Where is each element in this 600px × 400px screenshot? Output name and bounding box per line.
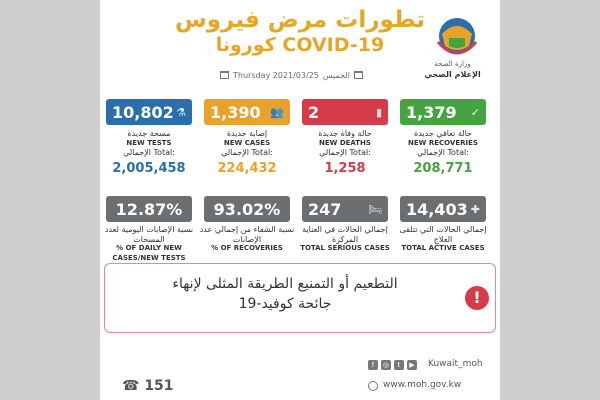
serious-cases-number: 247	[308, 199, 342, 219]
social-icons	[368, 360, 417, 370]
new-cases-label: إصابة جديدة NEW CASES الإجمالي Total:	[221, 129, 273, 157]
new-recoveries-label: حالة تعافي جديدة NEW RECOVERIES الإجمالي Total:	[408, 129, 478, 157]
title-arabic: تطورات مرض فيروس	[175, 7, 425, 33]
new-deaths-number: 2	[308, 102, 320, 122]
title-covid: كورونا COVID-19	[215, 34, 385, 56]
date-arabic: الخميس	[322, 70, 350, 80]
alert-icon: !	[465, 286, 489, 310]
recovered-person-icon: ✓	[470, 105, 480, 119]
total-tests: 2,005,458	[112, 161, 186, 176]
health-media-name: الإعلام الصحي	[424, 70, 481, 79]
serious-cases-label: إجمالي الحالات في العناية المركزة TOTAL SERIOUS CASES	[300, 225, 390, 252]
new-tests-tile	[106, 99, 192, 125]
new-recoveries-tile	[400, 99, 486, 125]
vaccination-notice	[104, 263, 496, 333]
grave-icon: ▮	[375, 105, 382, 119]
date-row	[220, 67, 390, 83]
recovery-rate-number: 93.02%	[213, 199, 281, 219]
hospital-bed-icon: 🛏	[368, 202, 382, 216]
new-deaths-tile	[302, 99, 388, 125]
notice-text: التطعيم أو التمنيع الطريقة المثلى لإنهاء جائحة كوفيد-19	[172, 276, 398, 312]
background-right	[500, 0, 600, 400]
infographic-card	[100, 0, 500, 400]
total-recoveries: 208,771	[413, 161, 473, 176]
active-cases-number: 14,403	[406, 199, 468, 219]
date-text: Thursday 2021/03/25	[233, 70, 319, 80]
website-link[interactable]: www.moh.gov.kw	[383, 380, 462, 390]
background-left	[0, 0, 100, 400]
instagram-icon[interactable]: ◎	[382, 361, 390, 369]
total-cases: 224,432	[217, 161, 277, 176]
new-tests-label: مسحة جديدة NEW TESTS الإجمالي Total:	[123, 129, 175, 157]
test-tube-icon: ⚗	[176, 105, 186, 119]
daily-rate-label: نسبة الإصابات اليومية لعدد المسحات % OF DAILY NEW CASES/NEW TESTS	[104, 225, 194, 262]
recovery-rate-tile	[204, 196, 290, 222]
new-deaths-label: حالة وفاة جديدة NEW DEATHS الإجمالي Total:	[318, 129, 372, 157]
people-icon: 👥	[270, 105, 284, 119]
recovery-rate-label: نسبة الشفاء من إجمالي عدد الإصابات % OF RECOVERIES	[199, 225, 295, 252]
serious-cases-tile	[302, 196, 388, 222]
twitter-icon[interactable]: t	[394, 360, 404, 370]
calendar-icon	[354, 71, 363, 79]
social-handle[interactable]: Kuwait_moh	[428, 359, 483, 369]
calendar-icon	[220, 71, 229, 79]
new-cases-number: 1,390	[210, 102, 261, 122]
new-recoveries-number: 1,379	[406, 102, 457, 122]
active-cases-label: إجمالي الحالات التي تتلقى العلاج TOTAL ACTIVE CASES	[399, 225, 487, 252]
ministry-name: وزارة الصحة	[434, 60, 471, 68]
new-cases-tile	[204, 99, 290, 125]
total-deaths: 1,258	[324, 161, 366, 176]
new-tests-number: 10,802	[112, 102, 174, 122]
hotline-number: ☎ 151	[122, 378, 174, 394]
globe-icon	[368, 381, 378, 391]
medical-kit-icon: ✚	[470, 202, 480, 216]
daily-rate-number: 12.87%	[115, 199, 183, 219]
facebook-icon[interactable]: f	[368, 360, 378, 370]
youtube-icon[interactable]: ▶	[407, 360, 417, 370]
daily-rate-tile	[106, 196, 192, 222]
active-cases-tile	[400, 196, 486, 222]
